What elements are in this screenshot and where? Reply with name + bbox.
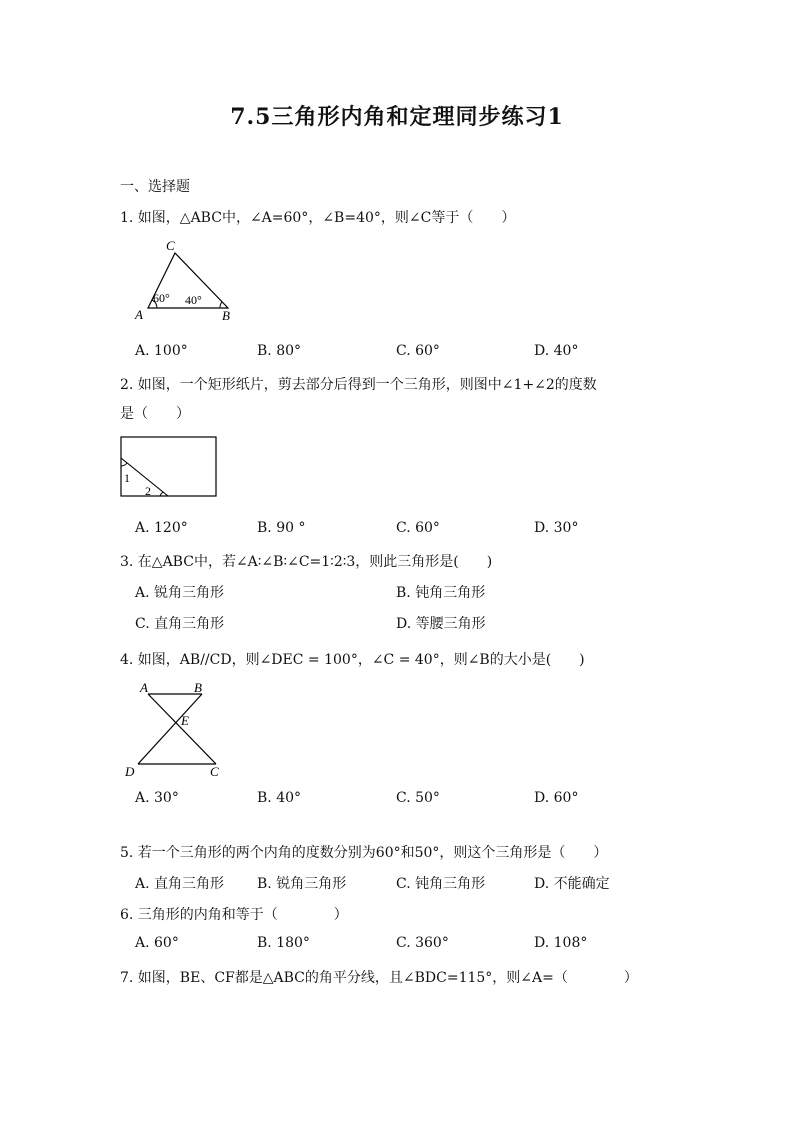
q6-option-b: B. 180° (257, 935, 310, 951)
q4-option-a: A. 30° (135, 790, 179, 806)
q4-label-d: D (125, 764, 135, 779)
q6-option-c: C. 360° (396, 935, 449, 951)
question-1-stem: 1. 如图，△ABC中，∠A=60°，∠B=40°，则∠C等于（ ） (120, 210, 516, 226)
q1-option-c: C. 60° (396, 343, 440, 359)
q1-label-c: C (166, 238, 175, 253)
q3-option-b: B. 钝角三角形 (396, 585, 486, 601)
q4-label-c: C (210, 764, 219, 779)
question-1-triangle-figure (128, 236, 238, 322)
question-2-stem-continued: 是（ ） (120, 406, 190, 422)
page-title: 7.5三角形内角和定理同步练习1 (230, 104, 564, 130)
q4-option-c: C. 50° (396, 790, 440, 806)
q3-option-c: C. 直角三角形 (135, 616, 225, 632)
question-6-stem: 6. 三角形的内角和等于（ ） (120, 907, 348, 923)
q1-label-b: B (222, 308, 230, 322)
q4-label-e: E (181, 713, 189, 728)
q2-option-b: B. 90 ° (257, 520, 306, 536)
q6-option-a: A. 60° (135, 935, 179, 951)
q1-option-d: D. 40° (534, 343, 579, 359)
q1-option-a: A. 100° (135, 343, 188, 359)
q4-option-b: B. 40° (257, 790, 302, 806)
q5-option-d: D. 不能确定 (534, 876, 610, 892)
section-heading: 一、选择题 (120, 179, 190, 195)
q2-option-d: D. 30° (534, 520, 579, 536)
q1-angle-a-label: 60° (153, 291, 170, 305)
question-5-stem: 5. 若一个三角形的两个内角的度数分别为60°和50°，则这个三角形是（ ） (120, 845, 608, 861)
question-4-parallel-lines-figure (120, 678, 230, 780)
q4-option-d: D. 60° (534, 790, 579, 806)
q4-label-b: B (194, 680, 202, 695)
q1-label-a: A (135, 307, 143, 322)
q3-option-a: A. 锐角三角形 (135, 585, 225, 601)
q5-option-a: A. 直角三角形 (135, 876, 225, 892)
question-2-stem: 2. 如图，一个矩形纸片，剪去部分后得到一个三角形，则图中∠1+∠2的度数 (120, 377, 597, 393)
question-3-stem: 3. 在△ABC中，若∠A∶∠B∶∠C=1∶2∶3，则此三角形是( ) (120, 554, 493, 570)
q4-label-a: A (140, 680, 148, 695)
q3-option-d: D. 等腰三角形 (396, 616, 486, 632)
question-7-stem: 7. 如图，BE、CF都是△ABC的角平分线，且∠BDC=115°，则∠A=（ ） (120, 970, 638, 986)
q2-angle-1-label: 1 (124, 471, 130, 485)
q2-option-c: C. 60° (396, 520, 440, 536)
q1-option-b: B. 80° (257, 343, 302, 359)
question-2-rectangle-figure (118, 434, 220, 500)
q2-option-a: A. 120° (135, 520, 188, 536)
q1-angle-b-label: 40° (185, 293, 202, 307)
q5-option-b: B. 锐角三角形 (257, 876, 347, 892)
q2-angle-2-label: 2 (145, 484, 151, 498)
question-4-stem: 4. 如图，AB//CD，则∠DEC = 100°，∠C = 40°，则∠B的大小是( ) (120, 652, 585, 668)
q5-option-c: C. 钝角三角形 (396, 876, 486, 892)
q6-option-d: D. 108° (534, 935, 588, 951)
